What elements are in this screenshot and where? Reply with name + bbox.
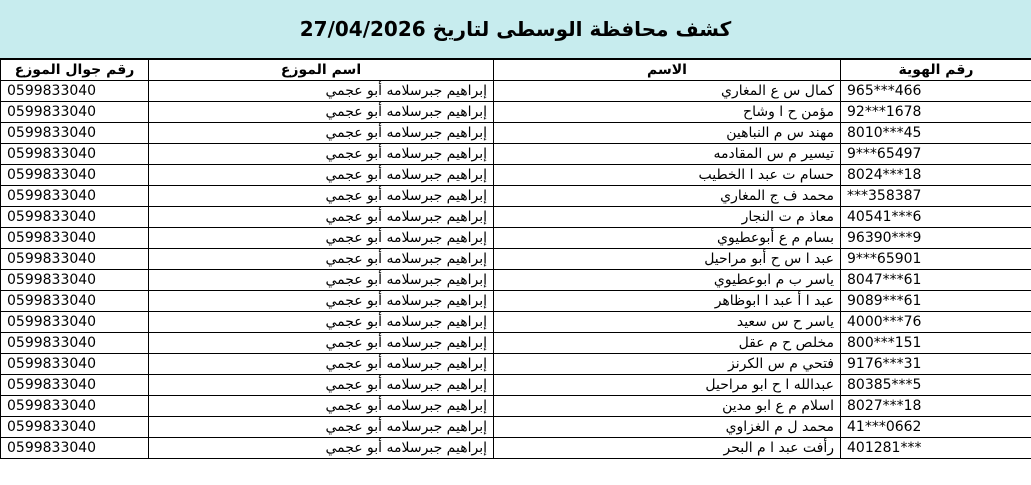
cell-name[interactable]: عبدالله ا ح ابو مراحيل	[494, 375, 841, 396]
cell-distributor-phone[interactable]: 0599833040	[1, 228, 149, 249]
header-name[interactable]: الاسم	[494, 60, 841, 81]
cell-distributor-name[interactable]: إبراهيم جبرسلامه أبو عجمي	[149, 144, 494, 165]
table-row	[1, 123, 1031, 144]
sheet-title: كشف محافظة الوسطى لتاريخ 27/04/2026	[299, 17, 732, 41]
table-row	[1, 333, 1031, 354]
cell-distributor-name[interactable]: إبراهيم جبرسلامه أبو عجمي	[149, 291, 494, 312]
cell-distributor-phone[interactable]: 0599833040	[1, 102, 149, 123]
cell-distributor-name[interactable]: إبراهيم جبرسلامه أبو عجمي	[149, 207, 494, 228]
cell-id-number[interactable]: 9176***31	[841, 354, 1031, 375]
cell-distributor-phone[interactable]: 0599833040	[1, 354, 149, 375]
cell-distributor-phone[interactable]: 0599833040	[1, 81, 149, 102]
cell-name[interactable]: مؤمن ح ا وشاح	[494, 102, 841, 123]
cell-name[interactable]: تيسير م س المقادمه	[494, 144, 841, 165]
cell-distributor-phone[interactable]: 0599833040	[1, 312, 149, 333]
cell-id-number[interactable]: 41***0662	[841, 417, 1031, 438]
table-row	[1, 354, 1031, 375]
cell-name[interactable]: عبد ا أ عبد ا ابوظاهر	[494, 291, 841, 312]
cell-distributor-name[interactable]: إبراهيم جبرسلامه أبو عجمي	[149, 312, 494, 333]
cell-distributor-phone[interactable]: 0599833040	[1, 438, 149, 459]
table-row	[1, 102, 1031, 123]
cell-name[interactable]: رأفت عبد ا م البحر	[494, 438, 841, 459]
table-row	[1, 207, 1031, 228]
cell-distributor-name[interactable]: إبراهيم جبرسلامه أبو عجمي	[149, 123, 494, 144]
cell-id-number[interactable]: 8047***61	[841, 270, 1031, 291]
sheet-title-bar	[0, 0, 1031, 59]
cell-id-number[interactable]: 8024***18	[841, 165, 1031, 186]
cell-id-number[interactable]: 401281***	[841, 438, 1031, 459]
cell-name[interactable]: بسام م ع أبوعطيوي	[494, 228, 841, 249]
cell-distributor-phone[interactable]: 0599833040	[1, 165, 149, 186]
cell-name[interactable]: مهند س م النباهين	[494, 123, 841, 144]
cell-name[interactable]: فتحي م س الكرنز	[494, 354, 841, 375]
cell-distributor-phone[interactable]: 0599833040	[1, 207, 149, 228]
cell-name[interactable]: حسام ت عبد ا الخطيب	[494, 165, 841, 186]
table-row	[1, 81, 1031, 102]
cell-distributor-name[interactable]: إبراهيم جبرسلامه أبو عجمي	[149, 102, 494, 123]
table-row	[1, 228, 1031, 249]
cell-id-number[interactable]: 800***151	[841, 333, 1031, 354]
cell-distributor-phone[interactable]: 0599833040	[1, 270, 149, 291]
cell-distributor-phone[interactable]: 0599833040	[1, 375, 149, 396]
table-row	[1, 396, 1031, 417]
cell-distributor-name[interactable]: إبراهيم جبرسلامه أبو عجمي	[149, 228, 494, 249]
cell-distributor-phone[interactable]: 0599833040	[1, 186, 149, 207]
table-row	[1, 270, 1031, 291]
cell-name[interactable]: ياسر ب م ابوعطيوي	[494, 270, 841, 291]
cell-distributor-name[interactable]: إبراهيم جبرسلامه أبو عجمي	[149, 438, 494, 459]
cell-id-number[interactable]: 96390***9	[841, 228, 1031, 249]
cell-distributor-name[interactable]: إبراهيم جبرسلامه أبو عجمي	[149, 81, 494, 102]
header-distributor-name[interactable]: اسم الموزع	[149, 60, 494, 81]
cell-id-number[interactable]: ***358387	[841, 186, 1031, 207]
cell-distributor-name[interactable]: إبراهيم جبرسلامه أبو عجمي	[149, 186, 494, 207]
cell-name[interactable]: اسلام م ع ابو مدين	[494, 396, 841, 417]
distribution-table	[0, 59, 1031, 459]
cell-distributor-name[interactable]: إبراهيم جبرسلامه أبو عجمي	[149, 375, 494, 396]
cell-name[interactable]: مخلص ح م عقل	[494, 333, 841, 354]
header-distributor-phone[interactable]: رقم جوال الموزع	[1, 60, 149, 81]
cell-distributor-name[interactable]: إبراهيم جبرسلامه أبو عجمي	[149, 417, 494, 438]
table-row	[1, 144, 1031, 165]
table-row	[1, 312, 1031, 333]
cell-name[interactable]: ياسر ح س سعيد	[494, 312, 841, 333]
cell-distributor-name[interactable]: إبراهيم جبرسلامه أبو عجمي	[149, 333, 494, 354]
cell-id-number[interactable]: 9089***61	[841, 291, 1031, 312]
cell-name[interactable]: محمد ل م الغزاوي	[494, 417, 841, 438]
cell-distributor-phone[interactable]: 0599833040	[1, 333, 149, 354]
cell-distributor-phone[interactable]: 0599833040	[1, 291, 149, 312]
cell-distributor-phone[interactable]: 0599833040	[1, 144, 149, 165]
cell-name[interactable]: كمال س ع المغاري	[494, 81, 841, 102]
cell-id-number[interactable]: 8027***18	[841, 396, 1031, 417]
cell-distributor-name[interactable]: إبراهيم جبرسلامه أبو عجمي	[149, 270, 494, 291]
cell-id-number[interactable]: 8010***45	[841, 123, 1031, 144]
header-id-number[interactable]: رقم الهوية	[841, 60, 1031, 81]
cell-id-number[interactable]: 9***65497	[841, 144, 1031, 165]
cell-id-number[interactable]: 92***1678	[841, 102, 1031, 123]
cell-id-number[interactable]: 80385***5	[841, 375, 1031, 396]
table-row	[1, 375, 1031, 396]
cell-distributor-name[interactable]: إبراهيم جبرسلامه أبو عجمي	[149, 354, 494, 375]
cell-name[interactable]: محمد ف ج المغاري	[494, 186, 841, 207]
cell-id-number[interactable]: 40541***6	[841, 207, 1031, 228]
cell-name[interactable]: معاذ م ت النجار	[494, 207, 841, 228]
table-row	[1, 249, 1031, 270]
cell-distributor-phone[interactable]: 0599833040	[1, 396, 149, 417]
table-row	[1, 186, 1031, 207]
table-row	[1, 291, 1031, 312]
cell-distributor-phone[interactable]: 0599833040	[1, 249, 149, 270]
cell-distributor-phone[interactable]: 0599833040	[1, 123, 149, 144]
cell-distributor-name[interactable]: إبراهيم جبرسلامه أبو عجمي	[149, 165, 494, 186]
table-row	[1, 438, 1031, 459]
table-row	[1, 165, 1031, 186]
cell-distributor-name[interactable]: إبراهيم جبرسلامه أبو عجمي	[149, 396, 494, 417]
cell-name[interactable]: عبد ا س ح أبو مراحيل	[494, 249, 841, 270]
table-body	[1, 81, 1031, 459]
cell-id-number[interactable]: 9***65901	[841, 249, 1031, 270]
cell-id-number[interactable]: 4000***76	[841, 312, 1031, 333]
cell-id-number[interactable]: 965***466	[841, 81, 1031, 102]
table-row	[1, 417, 1031, 438]
cell-distributor-phone[interactable]: 0599833040	[1, 417, 149, 438]
header-row	[1, 60, 1031, 81]
cell-distributor-name[interactable]: إبراهيم جبرسلامه أبو عجمي	[149, 249, 494, 270]
